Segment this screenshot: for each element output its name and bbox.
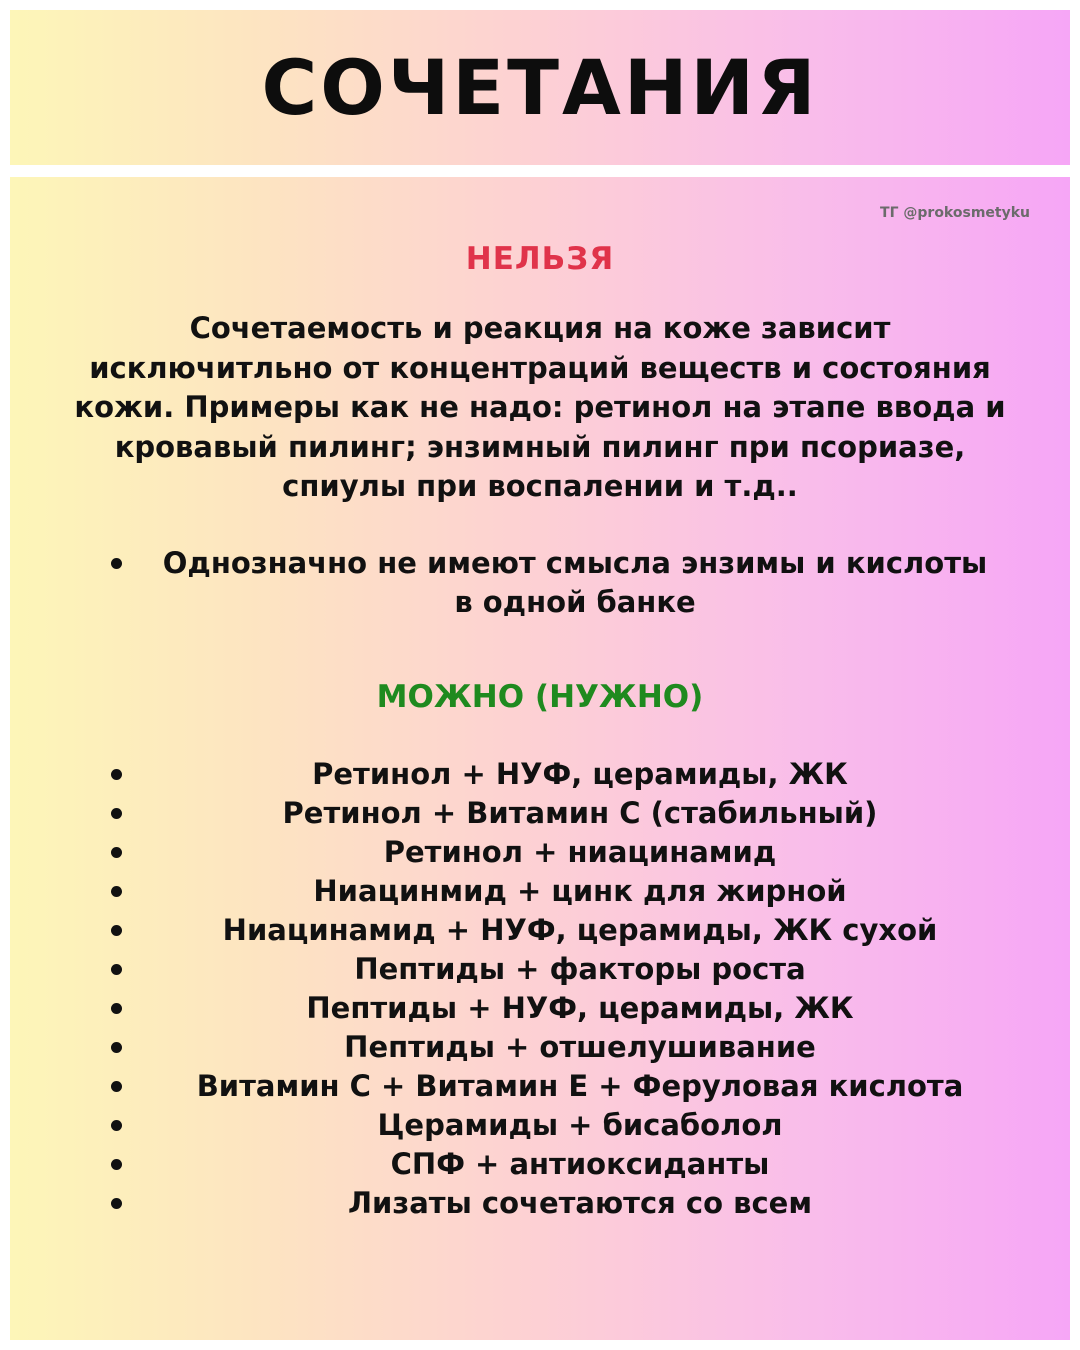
- list-item: [10, 794, 1070, 833]
- list-item-text: Ретинол + ниацинамид: [383, 835, 777, 869]
- bullet-icon: [111, 1003, 122, 1014]
- page-title: СОЧЕТАНИЯ: [261, 43, 819, 132]
- bullet-icon: [111, 808, 122, 819]
- list-item-text: Витамин С + Витамин Е + Феруловая кислота: [196, 1069, 964, 1103]
- bullet-icon: [111, 886, 122, 897]
- content-card: [10, 177, 1070, 1340]
- title-banner: [10, 10, 1070, 165]
- list-item: [10, 1106, 1070, 1145]
- watermark-handle: ТГ @prokosmetyku: [880, 205, 1030, 221]
- list-item: [10, 989, 1070, 1028]
- list-item: [10, 544, 1070, 622]
- nelzya-bullet-list: [10, 544, 1070, 622]
- bullet-icon: [111, 1120, 122, 1131]
- list-item-text: Пептиды + факторы роста: [354, 952, 806, 986]
- heading-mozhno: МОЖНО (НУЖНО): [376, 679, 704, 715]
- list-item: [10, 872, 1070, 911]
- bullet-icon: [111, 558, 122, 569]
- bullet-icon: [111, 847, 122, 858]
- list-item: [10, 1184, 1070, 1223]
- list-item-text: Ниацинмид + цинк для жирной: [313, 874, 847, 908]
- list-item-text: Ретинол + НУФ, церамиды, ЖК: [312, 757, 848, 791]
- bullet-icon: [111, 925, 122, 936]
- nelzya-intro-text: Сочетаемость и реакция на коже зависит исключитльно от концентраций веществ и состояния кожи. Примеры как не надо: ретинол на этапе ввода и кровавый пилинг; энзимный пилинг при псориазе, спиулы при воспалении и т.д..: [74, 311, 1006, 503]
- bullet-icon: [111, 1042, 122, 1053]
- list-item: [10, 1145, 1070, 1184]
- list-item-text: СПФ + антиоксиданты: [390, 1147, 770, 1181]
- mozhno-bullet-list: [10, 755, 1070, 1223]
- list-item: [10, 1067, 1070, 1106]
- bullet-icon: [111, 964, 122, 975]
- list-item-text: Пептиды + отшелушивание: [344, 1030, 816, 1064]
- list-item: [10, 1028, 1070, 1067]
- list-item: [10, 755, 1070, 794]
- list-item: [10, 911, 1070, 950]
- list-item-text: Лизаты сочетаются со всем: [347, 1186, 813, 1220]
- bullet-icon: [111, 1198, 122, 1209]
- list-item-text: Ретинол + Витамин С (стабильный): [282, 796, 878, 830]
- bullet-icon: [111, 1159, 122, 1170]
- list-item: [10, 833, 1070, 872]
- bullet-icon: [111, 769, 122, 780]
- list-item-text: Пептиды + НУФ, церамиды, ЖК: [306, 991, 854, 1025]
- list-item-text: Ниацинамид + НУФ, церамиды, ЖК сухой: [222, 913, 938, 947]
- list-item-text: Церамиды + бисаболол: [377, 1108, 783, 1142]
- list-item: [10, 950, 1070, 989]
- list-item-text: Однозначно не имеют смысла энзимы и кислоты в одной банке: [162, 546, 988, 619]
- bullet-icon: [111, 1081, 122, 1092]
- heading-nelzya: НЕЛЬЗЯ: [465, 241, 615, 277]
